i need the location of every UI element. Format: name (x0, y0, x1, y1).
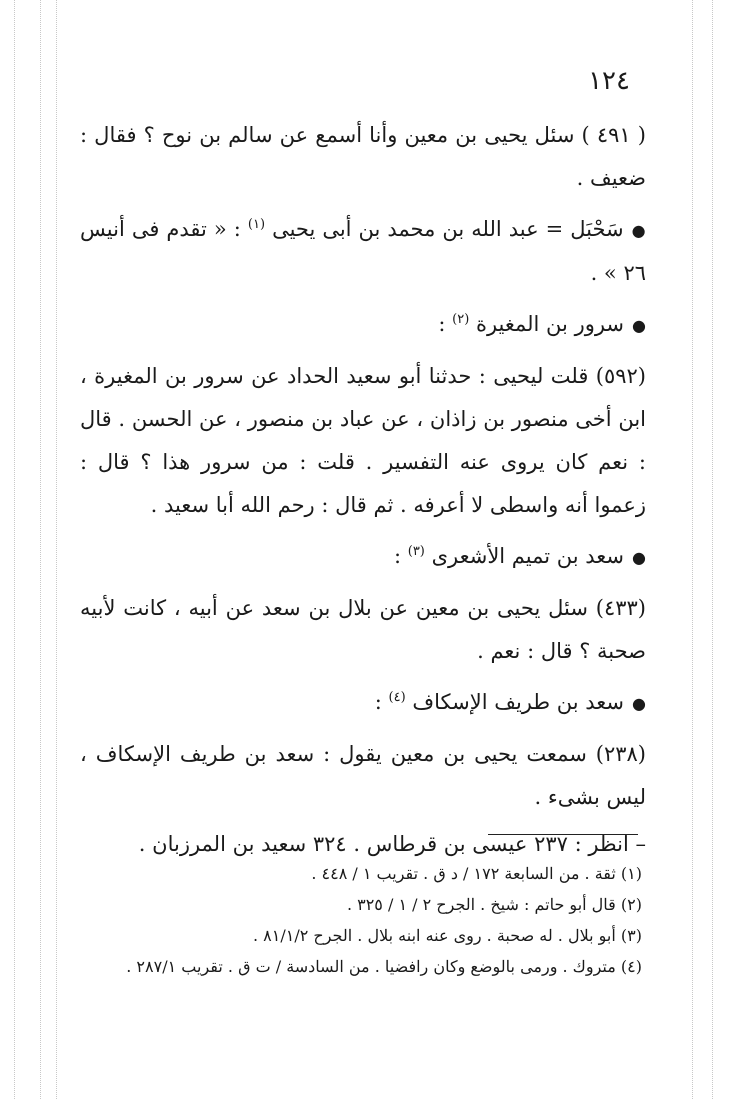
entry-433: (٤٣٣) سئل يحيى بن معين عن بلال بن سعد عن أبيه ، كانت لأبيه صحبة ؟ قال : نعم . (80, 596, 646, 663)
scan-guide-line (40, 0, 41, 1099)
bullet-icon: ● (631, 221, 646, 240)
footnote-3: (٣) أبو بلال . له صحبة . روى عنه ابنه بلال . الجرح ٨١/١/٢ . (252, 926, 642, 945)
heading-tail: : (393, 544, 402, 568)
footnote-4: (٤) متروك . ورمى بالوضع وكان رافضيا . من السادسة / ت ق . تقريب ٢٨٧/١ . (126, 957, 642, 976)
heading-surur (80, 303, 646, 347)
heading-text: سعد بن تميم الأشعرى (431, 544, 625, 568)
scan-guide-line (692, 0, 693, 1099)
entry-238: (٢٣٨) سمعت يحيى بن معين يقول : سعد بن طريف الإسكاف ، ليس بشىء . (80, 742, 646, 809)
footnote-2: (٢) قال أبو حاتم : شيخ . الجرح ٢ / ١ / ٣٢٥ . (346, 895, 642, 914)
footnote-ref: (٣) (407, 544, 425, 559)
scan-guide-line (712, 0, 713, 1099)
heading-text: سَحْبَل = عبد الله بن محمد بن أبى يحيى (272, 217, 624, 241)
footnote-ref: (١) (247, 217, 266, 232)
page-number: ١٢٤ (588, 66, 630, 96)
see-also: – انظر : ٢٣٧ عيسى بن قرطاس . ٣٢٤ سعيد بن المرزبان . (138, 832, 646, 856)
heading-tail: : « تقدم فى أنيس ٢٦ » . (80, 217, 646, 285)
bullet-icon: ● (632, 548, 646, 567)
heading-text: سرور بن المغيرة (475, 312, 625, 336)
footnote-ref: (٤) (388, 690, 406, 705)
entry-592: (٥٩٢) قلت ليحيى : حدثنا أبو سعيد الحداد عن سرور بن المغيرة ، ابن أخى منصور بن زاذان ، عن عباد بن منصور ، عن الحسن . قال : نعم كان يروى عنه التفسير . قلت : من سرور هذا ؟ قال : زعموا أنه واسطى لا أعرفه . ثم قال : رحم الله أبا سعيد . (80, 364, 646, 517)
heading-sahbal (80, 208, 646, 295)
footnote-divider (488, 834, 638, 835)
scan-guide-line (14, 0, 15, 1099)
scan-guide-line (56, 0, 57, 1099)
main-text (80, 112, 646, 866)
heading-sad-tamim (80, 535, 646, 579)
footnote-1: (١) ثقة . من السابعة ١٧٢ / د ق . تقريب ١ / ٤٤٨ . (311, 864, 642, 883)
heading-sad-tarif (80, 681, 646, 725)
bullet-icon: ● (632, 694, 646, 713)
heading-text: سعد بن طريف الإسكاف (412, 690, 625, 714)
heading-tail: : (438, 312, 446, 336)
footnote-ref: (٢) (452, 312, 470, 327)
entry-491: ( ٤٩١ ) سئل يحيى بن معين وأنا أسمع عن سالم بن نوح ؟ فقال : ضعيف . (80, 123, 646, 190)
bullet-icon: ● (632, 316, 646, 335)
heading-tail: : (374, 690, 382, 714)
footnotes (86, 858, 642, 982)
